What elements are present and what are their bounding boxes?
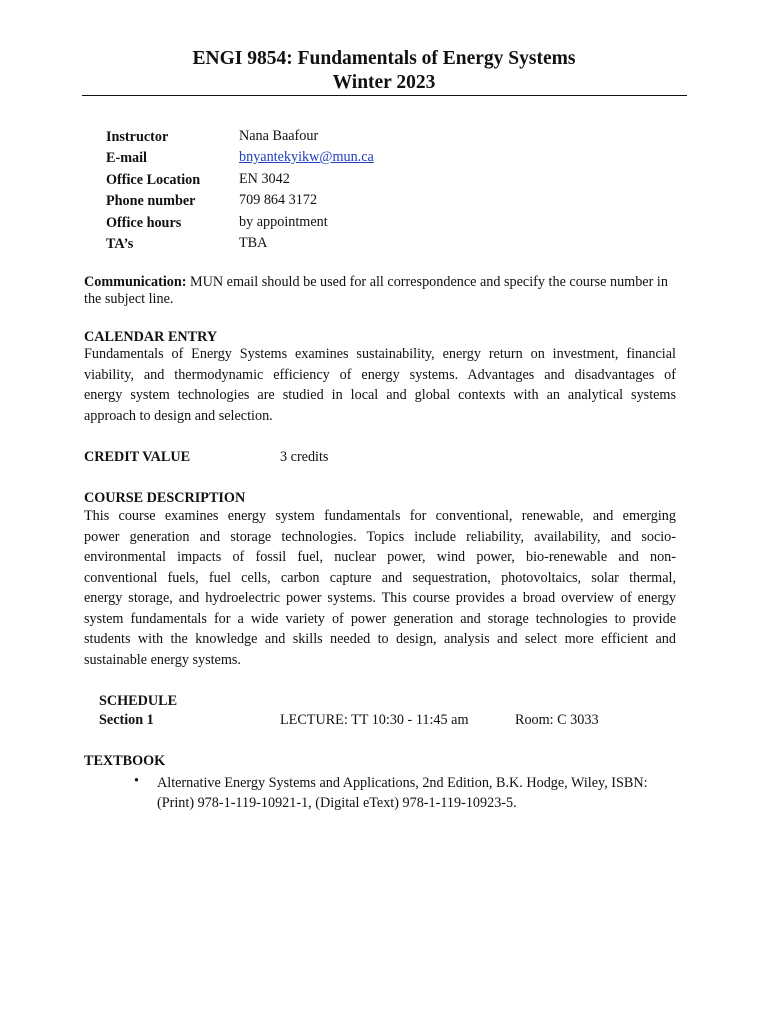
schedule-lecture: LECTURE: TT 10:30 - 11:45 am bbox=[280, 712, 469, 728]
bullet-icon: • bbox=[134, 773, 139, 789]
course-description-line: This course examines energy system fundamentals for conventional, renewable, and emerging bbox=[84, 508, 676, 524]
calendar-entry-line: viability, and thermodynamic efficiency of energy systems. Advantages and disadvantages of bbox=[84, 366, 676, 383]
course-description-line: system fundamentals for a wide variety of power generation and storage technologies to provide bbox=[84, 610, 676, 627]
credit-value: 3 credits bbox=[280, 449, 329, 465]
office-hours-value: by appointment bbox=[239, 214, 328, 230]
communication-text: MUN email should be used for all correspondence and specify the course number in bbox=[186, 274, 668, 290]
course-description-line: students with the knowledge and skills needed to design, analysis and select more efficient and bbox=[84, 631, 676, 647]
course-description-line: sustainable energy systems. bbox=[84, 651, 241, 668]
communication-line-2: the subject line. bbox=[84, 291, 174, 307]
office-hours-label: Office hours bbox=[106, 215, 182, 231]
calendar-entry-line: approach to design and selection. bbox=[84, 407, 273, 424]
tas-value: TBA bbox=[239, 235, 268, 251]
textbook-line-2: (Print) 978-1-119-10921-1, (Digital eText) 978-1-119-10923-5. bbox=[157, 795, 517, 811]
email-link[interactable]: bnyantekyikw@mun.ca bbox=[239, 149, 374, 165]
phone-number-value: 709 864 3172 bbox=[239, 192, 318, 208]
textbook-heading: TEXTBOOK bbox=[84, 753, 166, 769]
calendar-entry-text bbox=[84, 344, 676, 426]
instructor-label: Instructor bbox=[106, 129, 169, 145]
term-title: Winter 2023 bbox=[332, 72, 436, 93]
calendar-entry-line: energy system technologies are studied in local and global contexts with an analytical systems bbox=[84, 387, 676, 403]
email-label: E-mail bbox=[106, 150, 147, 166]
title-divider bbox=[82, 95, 687, 96]
office-location-label: Office Location bbox=[106, 172, 201, 188]
credit-value-label: CREDIT VALUE bbox=[84, 449, 191, 465]
instructor-value: Nana Baafour bbox=[239, 128, 319, 144]
course-description-line: environmental impacts of fossil fuel, nuclear power, wind power, bio-renewable and non- bbox=[84, 549, 676, 565]
textbook-line-1: Alternative Energy Systems and Applications, 2nd Edition, B.K. Hodge, Wiley, ISBN: bbox=[157, 775, 648, 791]
communication-label: Communication: bbox=[84, 274, 187, 290]
course-description-line: conventional fuels, fuel cells, carbon capture and sequestration, photovoltaics, solar thermal, bbox=[84, 569, 676, 586]
office-location-value: EN 3042 bbox=[239, 171, 290, 187]
course-description-text bbox=[84, 506, 676, 670]
course-description-line: power generation and storage technologies. Topics include reliability, availability, and socio- bbox=[84, 528, 676, 545]
calendar-entry-line: Fundamentals of Energy Systems examines sustainability, energy return on investment, financial bbox=[84, 346, 676, 362]
course-description-heading: COURSE DESCRIPTION bbox=[84, 490, 246, 506]
schedule-room: Room: C 3033 bbox=[515, 712, 599, 728]
schedule-section: Section 1 bbox=[99, 712, 154, 728]
phone-number-label: Phone number bbox=[106, 193, 196, 209]
schedule-heading: SCHEDULE bbox=[99, 693, 178, 709]
course-title: ENGI 9854: Fundamentals of Energy Systems bbox=[192, 48, 576, 69]
calendar-entry-heading: CALENDAR ENTRY bbox=[84, 329, 218, 345]
course-description-line: energy storage, and hydroelectric power systems. This course provides a broad overview of energy bbox=[84, 590, 676, 606]
tas-label: TA’s bbox=[106, 236, 134, 252]
